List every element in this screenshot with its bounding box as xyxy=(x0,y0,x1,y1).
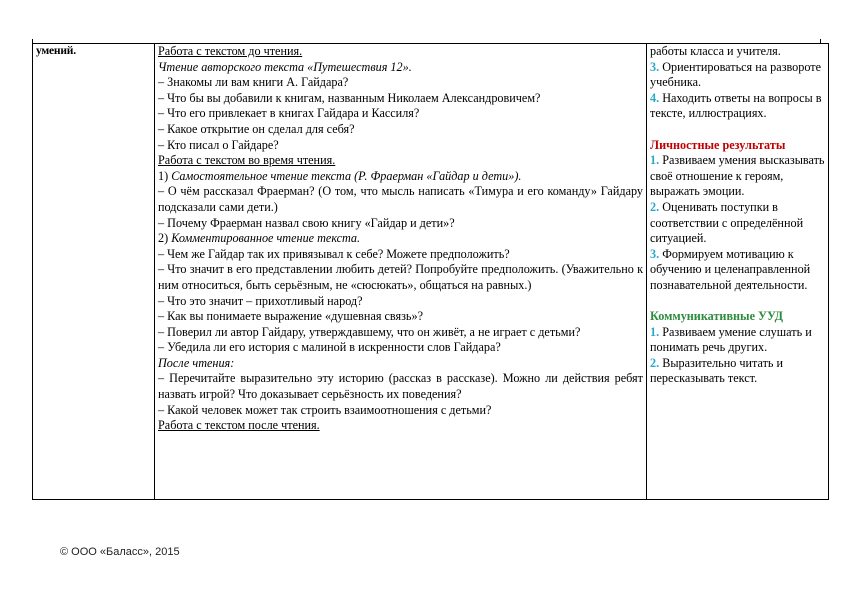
activity-line xyxy=(158,356,643,372)
activity-line-text: – Чем же Гайдар так их привязывал к себе? Можете предположить? xyxy=(158,246,510,261)
activity-line-text: – Что бы вы добавили к книгам, названным Николаем Александровичем? xyxy=(158,90,541,105)
item-text: Оценивать поступки в соответствии с определённой ситуацией. xyxy=(650,199,804,246)
item-text: Ориентироваться на развороте учебника. xyxy=(650,59,822,90)
activity-line xyxy=(158,231,643,247)
activity-line-text: – Убедила ли его история с малиной в искренности слов Гайдара? xyxy=(158,340,501,355)
activity-line-text: – Почему Фраерман назвал свою книгу «Гайдар и дети»? xyxy=(158,215,455,230)
outcome-item xyxy=(650,247,825,294)
lesson-table xyxy=(32,43,829,500)
activity-line-text: Самостоятельное чтение текста (Р. Фраерман «Гайдар и дети»). xyxy=(171,168,522,183)
activity-line xyxy=(158,216,643,232)
outcome-item xyxy=(650,356,825,387)
personal-results-list xyxy=(650,153,825,293)
activity-line-text: – Что это значит – прихотливый народ? xyxy=(158,293,363,308)
activity-line xyxy=(158,294,643,310)
activity-line xyxy=(158,44,643,60)
outcome-item xyxy=(650,153,825,200)
activity-line-text: – Знакомы ли вам книги А. Гайдара? xyxy=(158,75,349,90)
item-text: Развиваем умения высказывать своё отношение к героям, выражать эмоции. xyxy=(650,153,825,199)
activity-line-text: – Перечитайте выразительно эту историю (рассказ в рассказе). Можно ли действия ребят назвать игрой? Что доказывает серьёзность их поведения? xyxy=(158,371,643,402)
activity-line-text: – Как вы понимаете выражение «душевная связь»? xyxy=(158,309,423,324)
activity-line-text: – Поверил ли автор Гайдару, утверждавшему, что он живёт, а не играет с детьми? xyxy=(158,324,581,339)
activity-line xyxy=(158,262,643,293)
list-number: 1) xyxy=(158,168,172,183)
outcome-item xyxy=(650,60,825,91)
item-number: 1. xyxy=(650,324,660,339)
item-number: 2. xyxy=(650,199,660,214)
item-text: Формируем мотивацию к обучению и целенаправленной познавательной деятельности. xyxy=(650,246,811,292)
activity-text xyxy=(158,44,643,434)
personal-results-heading: Личностные результаты xyxy=(650,137,786,152)
list-number: 2) xyxy=(158,231,172,246)
communicative-list xyxy=(650,325,825,387)
stage-label: умений. xyxy=(36,45,76,57)
activity-line-text: Комментированное чтение текста. xyxy=(171,231,361,246)
activity-line-text: – Что его привлекает в книгах Гайдара и Кассиля? xyxy=(158,106,420,121)
activity-line-text: После чтения: xyxy=(158,355,235,370)
activity-line-text: – О чём рассказал Фраерман? (О том, что мысль написать «Тимура и его команду» Гайдару подсказали сами дети.) xyxy=(158,184,643,214)
activity-line xyxy=(158,247,643,263)
communicative-heading: Коммуникативные УУД xyxy=(650,309,784,324)
regulatory-list xyxy=(650,60,825,122)
copyright-footer: © ООО «Баласс», 2015 xyxy=(60,546,180,558)
activity-line-text: – Что значит в его представлении любить детей? Попробуйте предположить. (Уважительно к ним относиться, быть серьёзным, не «сюсюкать», общаться на равных.) xyxy=(158,262,643,292)
activity-line xyxy=(158,371,643,402)
activity-line-text: Работа с текстом после чтения. xyxy=(158,418,320,433)
item-text: Находить ответы на вопросы в тексте, иллюстрациях. xyxy=(650,90,822,121)
activity-line xyxy=(158,184,643,215)
item-number: 3. xyxy=(650,246,660,261)
activity-line xyxy=(158,91,643,107)
activity-line xyxy=(158,122,643,138)
outcomes-cell xyxy=(647,44,829,500)
activity-line-text: Работа с текстом во время чтения. xyxy=(158,153,336,168)
activity-line xyxy=(158,60,643,76)
activity-line xyxy=(158,418,643,434)
item-number: 1. xyxy=(650,153,660,168)
activity-line xyxy=(158,309,643,325)
outcome-item xyxy=(650,91,825,122)
regulatory-continued: работы класса и учителя. xyxy=(650,44,781,58)
outcome-item xyxy=(650,200,825,247)
activity-line-text: Чтение авторского текста «Путешествия 12». xyxy=(158,59,412,74)
activity-line xyxy=(158,325,643,341)
activity-line-text: Работа с текстом до чтения. xyxy=(158,44,303,58)
activity-cell xyxy=(155,44,647,500)
activity-line-text: – Какое открытие он сделал для себя? xyxy=(158,121,355,136)
activity-line-text: – Кто писал о Гайдаре? xyxy=(158,137,279,152)
table-row xyxy=(33,44,829,500)
item-number: 2. xyxy=(650,355,660,370)
activity-line xyxy=(158,138,643,154)
activity-line xyxy=(158,106,643,122)
item-text: Выразительно читать и пересказывать текст. xyxy=(650,355,784,386)
outcome-item xyxy=(650,325,825,356)
activity-line xyxy=(158,340,643,356)
item-text: Развиваем умение слушать и понимать речь других. xyxy=(650,324,812,355)
item-number: 3. xyxy=(650,59,660,74)
stage-cell xyxy=(33,44,155,500)
activity-line xyxy=(158,169,643,185)
activity-line xyxy=(158,153,643,169)
activity-line xyxy=(158,75,643,91)
activity-line xyxy=(158,403,643,419)
item-number: 4. xyxy=(650,90,660,105)
activity-line-text: – Какой человек может так строить взаимоотношения с детьми? xyxy=(158,402,492,417)
